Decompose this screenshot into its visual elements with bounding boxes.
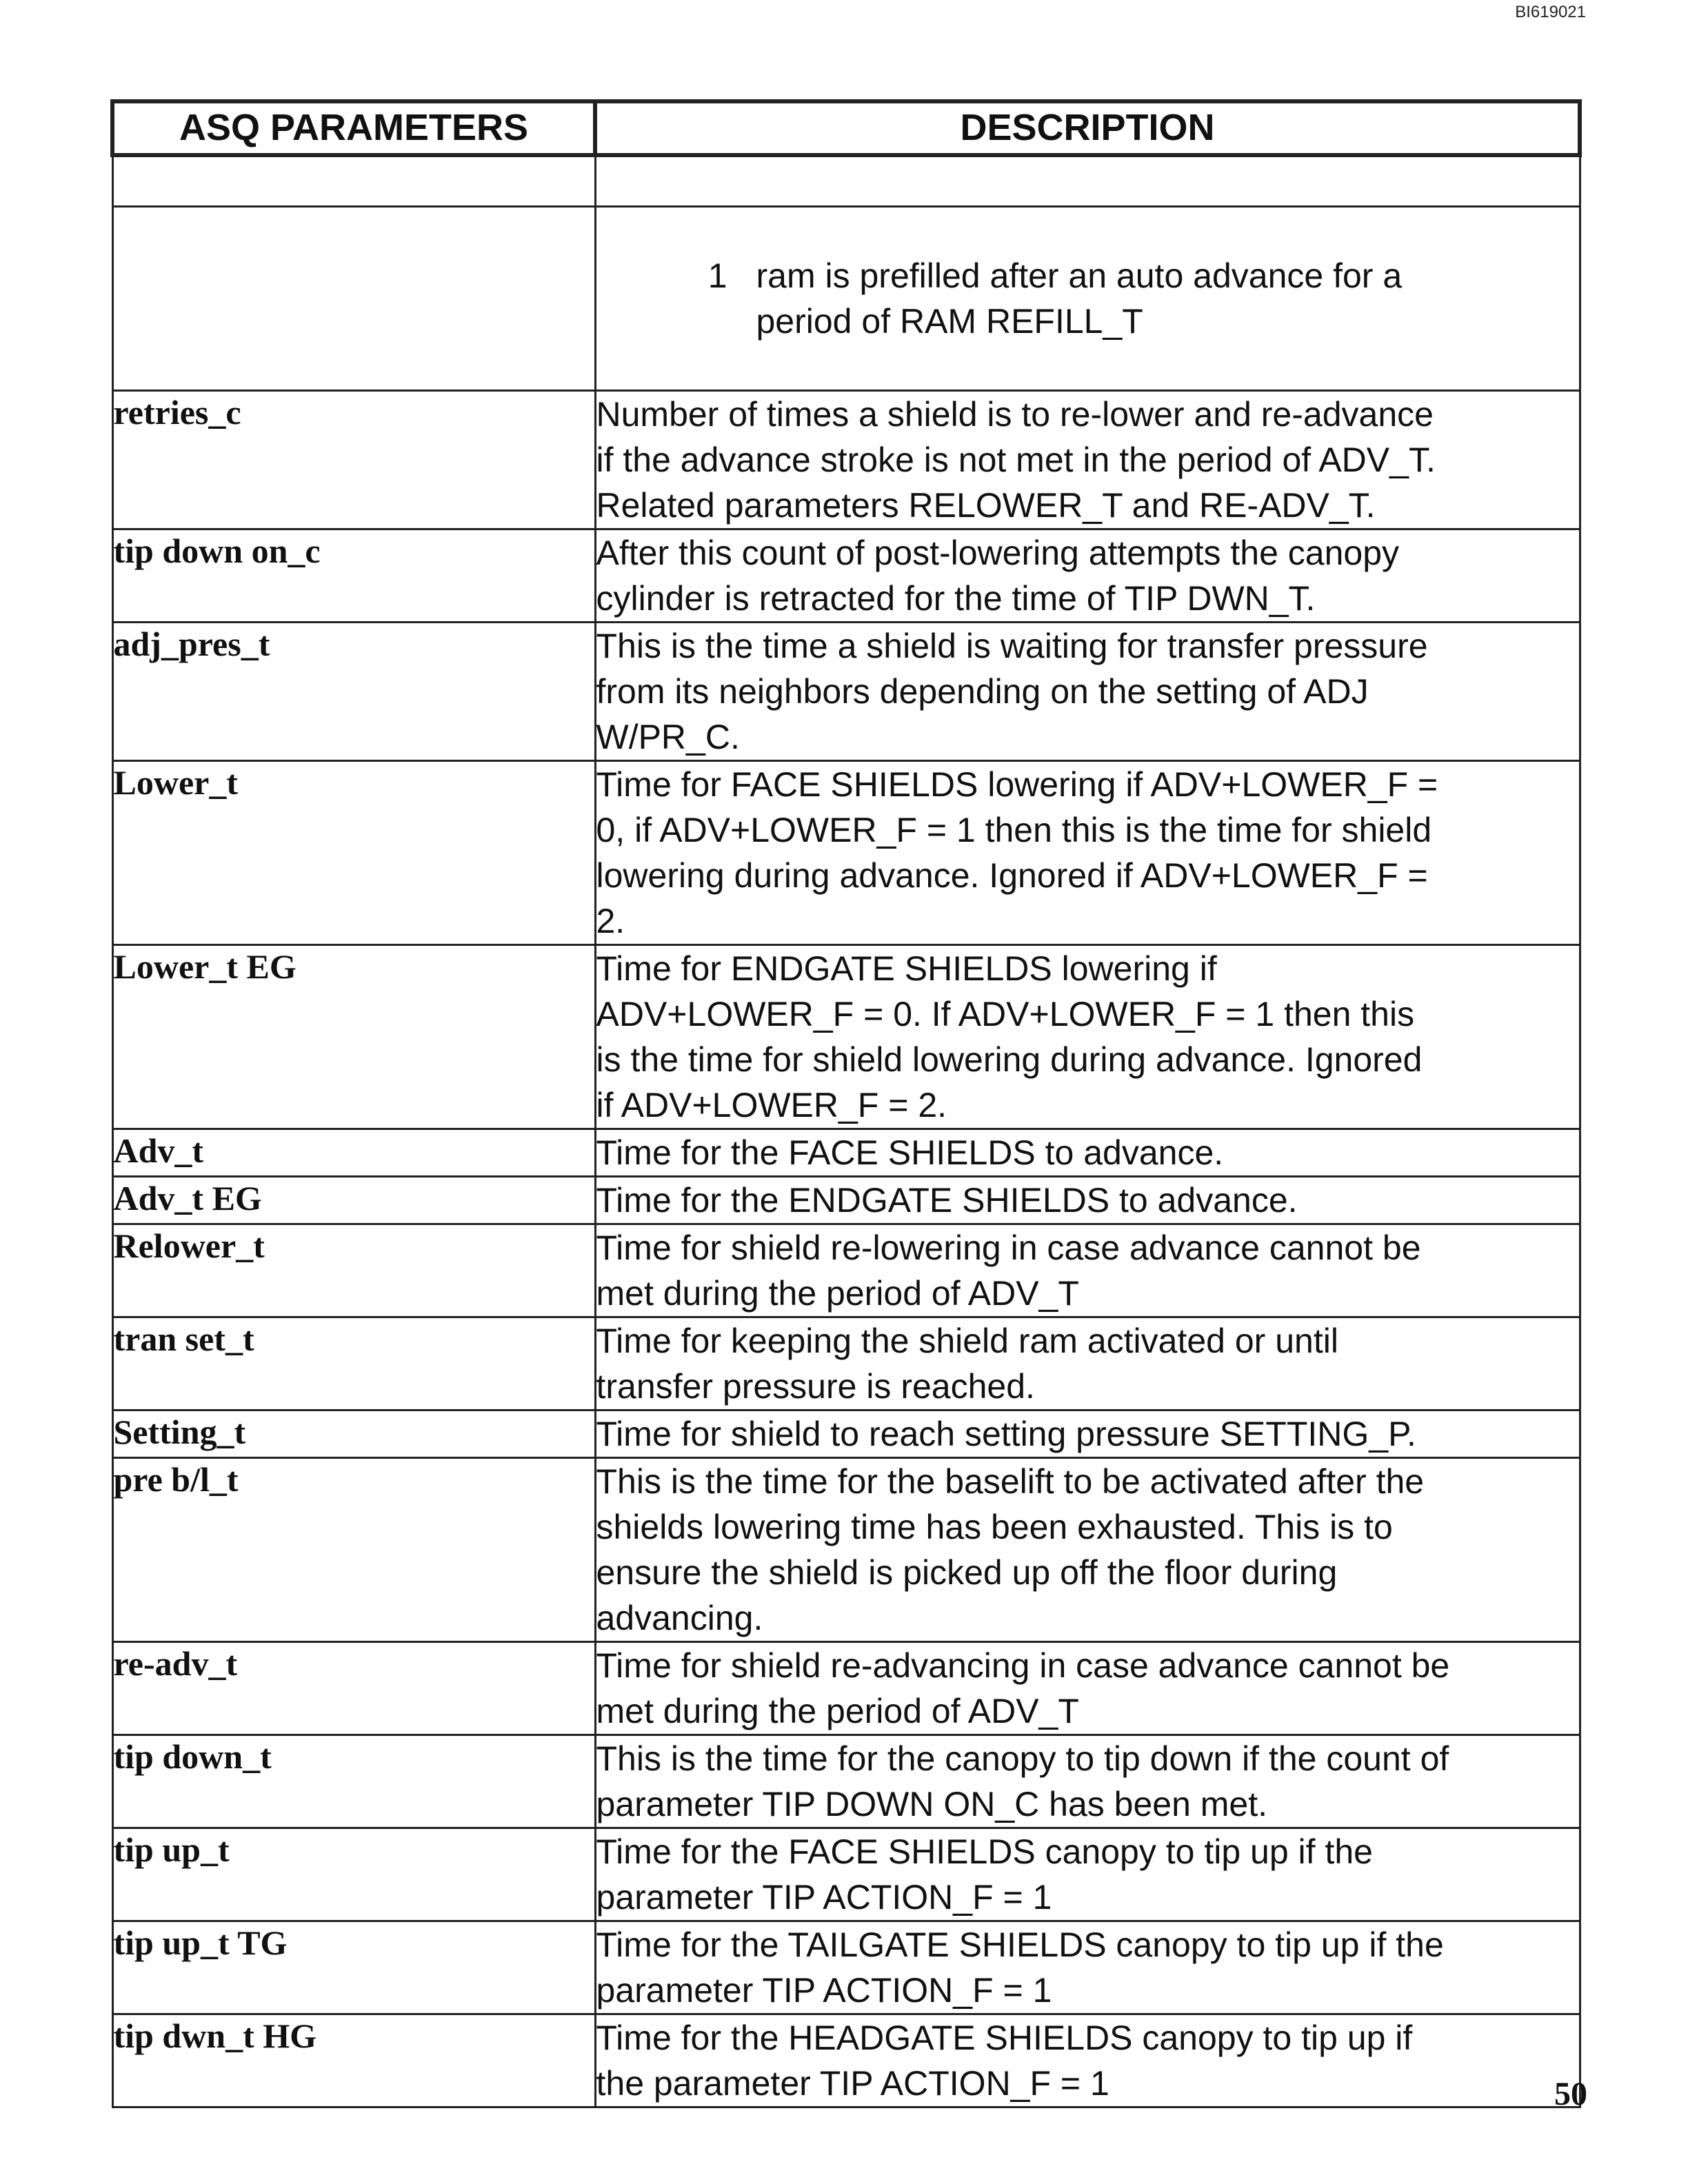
param-name: Lower_t xyxy=(112,761,595,945)
table-row xyxy=(112,1828,1580,1921)
continued-row xyxy=(112,207,1580,391)
table-row xyxy=(112,1458,1580,1642)
param-name: re-adv_t xyxy=(112,1642,595,1735)
table-row xyxy=(112,529,1580,623)
param-name: Relower_t xyxy=(112,1224,595,1317)
table-row xyxy=(112,1921,1580,2014)
param-description: Time for the FACE SHIELDS canopy to tip up if the parameter TIP ACTION_F = 1 xyxy=(595,1828,1580,1921)
param-description: Time for shield to reach setting pressure SETTING_P. xyxy=(595,1410,1580,1458)
param-name: retries_c xyxy=(112,391,595,529)
param-description: After this count of post-lowering attempts the canopy cylinder is retracted for the time of TIP DWN_T. xyxy=(595,529,1580,623)
column-header-description: DESCRIPTION xyxy=(595,101,1580,155)
param-description: Time for keeping the shield ram activated or until transfer pressure is reached. xyxy=(595,1317,1580,1410)
param-description: This is the time for the canopy to tip down if the count of parameter TIP DOWN ON_C has been met. xyxy=(595,1735,1580,1828)
param-name: Adv_t EG xyxy=(112,1177,595,1224)
param-name: Setting_t xyxy=(112,1410,595,1458)
table-row xyxy=(112,1224,1580,1317)
param-description: Time for the ENDGATE SHIELDS to advance. xyxy=(595,1177,1580,1224)
table-header-row xyxy=(112,101,1580,155)
numbered-item xyxy=(596,253,1579,344)
param-cell xyxy=(112,207,595,391)
item-number: 1 xyxy=(707,256,727,295)
table-row xyxy=(112,945,1580,1129)
asq-parameters-table xyxy=(110,99,1582,2108)
param-name: adj_pres_t xyxy=(112,623,595,761)
table-row xyxy=(112,391,1580,529)
param-name: tip down on_c xyxy=(112,529,595,623)
param-description: Time for the TAILGATE SHIELDS canopy to tip up if the parameter TIP ACTION_F = 1 xyxy=(595,1921,1580,2014)
blank-row xyxy=(112,155,1580,207)
item-text: ram is prefilled after an auto advance for a period of RAM REFILL_T xyxy=(756,256,1403,341)
param-name: Lower_t EG xyxy=(112,945,595,1129)
table-row xyxy=(112,761,1580,945)
param-description: Number of times a shield is to re-lower and re-advance if the advance stroke is not met in the period of ADV_T. Related parameters RELOWER_T and RE-ADV_T. xyxy=(595,391,1580,529)
param-description: This is the time for the baselift to be activated after the shields lowering time has been exhausted. This is to ensure the shield is picked up off the floor during advancing. xyxy=(595,1458,1580,1642)
blank-cell xyxy=(112,155,595,207)
column-header-asq-parameters: ASQ PARAMETERS xyxy=(112,101,595,155)
param-description: Time for the HEADGATE SHIELDS canopy to tip up if the parameter TIP ACTION_F = 1 xyxy=(595,2014,1580,2107)
param-name: tip up_t TG xyxy=(112,1921,595,2014)
param-description: Time for the FACE SHIELDS to advance. xyxy=(595,1129,1580,1177)
param-description: Time for shield re-advancing in case advance cannot be met during the period of ADV_T xyxy=(595,1642,1580,1735)
param-name: tip dwn_t HG xyxy=(112,2014,595,2107)
param-name: Adv_t xyxy=(112,1129,595,1177)
page-number: 50 xyxy=(1554,2076,1587,2112)
desc-cell xyxy=(595,207,1580,391)
table-row xyxy=(112,1410,1580,1458)
table-row xyxy=(112,1317,1580,1410)
document-code: BI619021 xyxy=(1515,3,1586,21)
table-row xyxy=(112,1129,1580,1177)
param-description: Time for FACE SHIELDS lowering if ADV+LOWER_F = 0, if ADV+LOWER_F = 1 then this is the time for shield lowering during advance. Ignored if ADV+LOWER_F = 2. xyxy=(595,761,1580,945)
param-name: tran set_t xyxy=(112,1317,595,1410)
param-description: This is the time a shield is waiting for transfer pressure from its neighbors depending on the setting of ADJ W/PR_C. xyxy=(595,623,1580,761)
table-row xyxy=(112,623,1580,761)
table-row xyxy=(112,1177,1580,1224)
table-row xyxy=(112,1642,1580,1735)
param-name: tip down_t xyxy=(112,1735,595,1828)
blank-cell xyxy=(595,155,1580,207)
param-name: pre b/l_t xyxy=(112,1458,595,1642)
table-row xyxy=(112,2014,1580,2107)
param-description: Time for shield re-lowering in case advance cannot be met during the period of ADV_T xyxy=(595,1224,1580,1317)
param-name: tip up_t xyxy=(112,1828,595,1921)
table-row xyxy=(112,1735,1580,1828)
param-description: Time for ENDGATE SHIELDS lowering if ADV+LOWER_F = 0. If ADV+LOWER_F = 1 then this is the time for shield lowering during advance. Ignored if ADV+LOWER_F = 2. xyxy=(595,945,1580,1129)
